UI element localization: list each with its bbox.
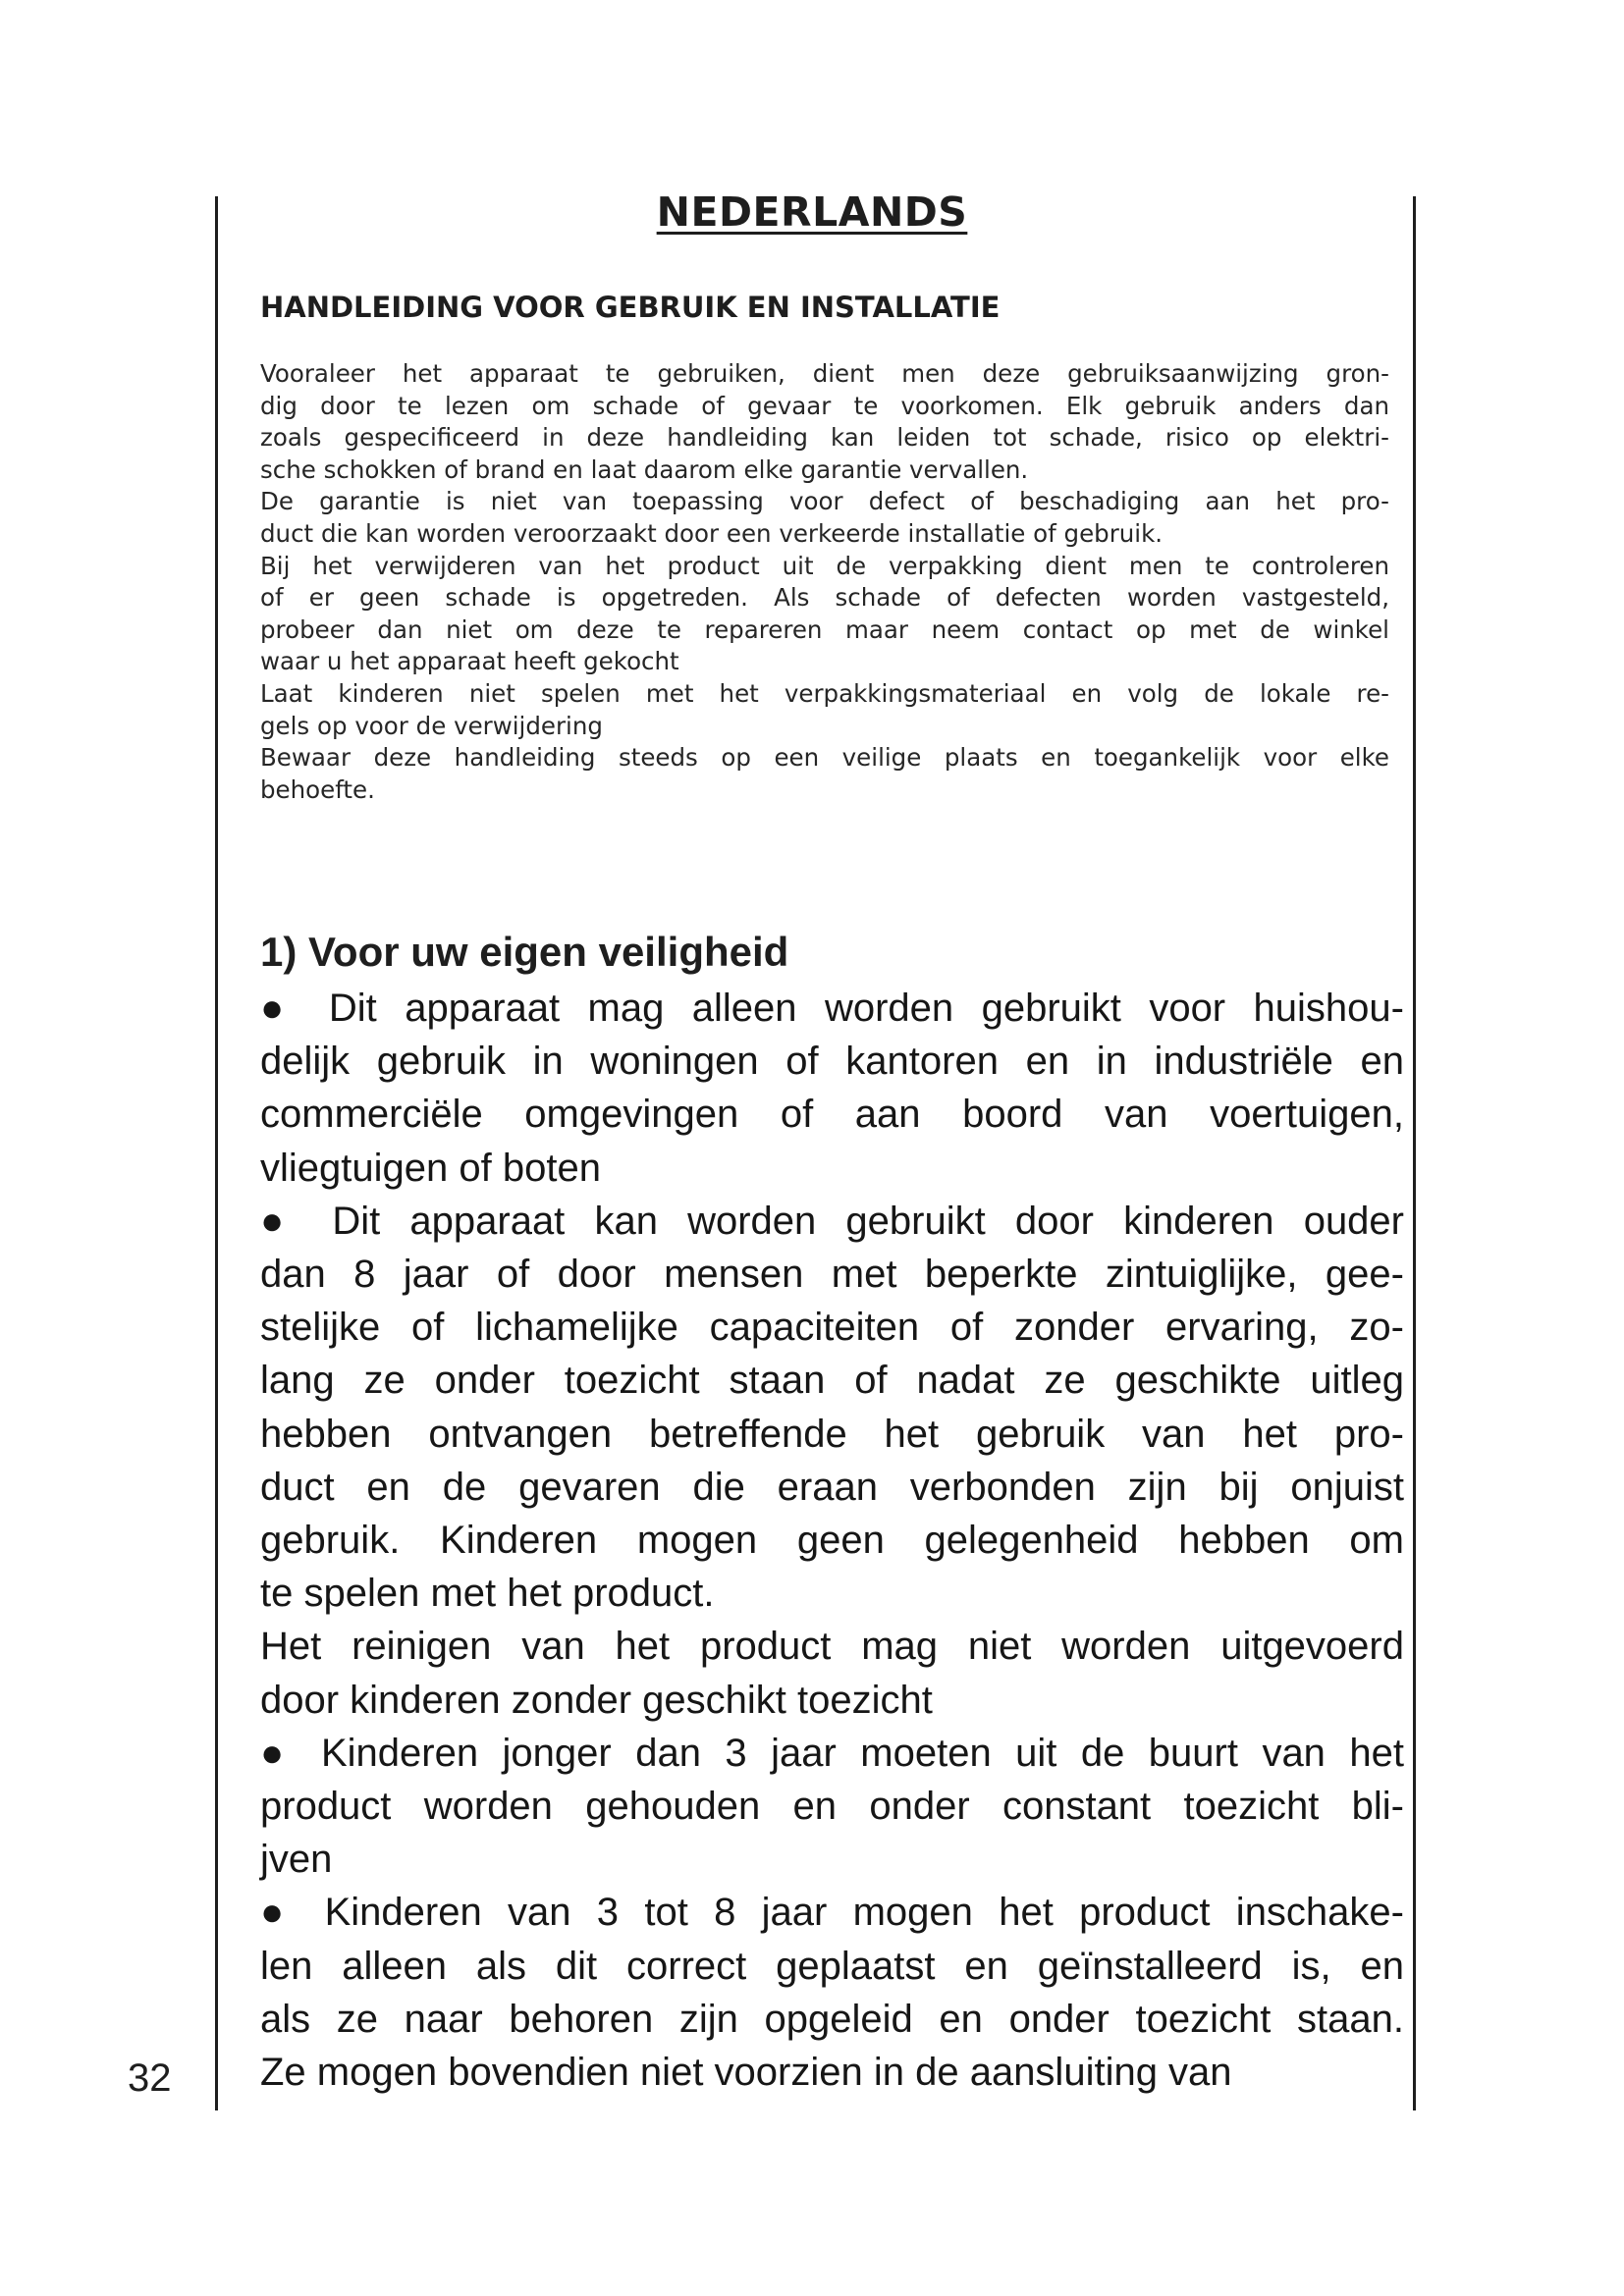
intro-line: De garantie is niet van toepassing voor defect of beschadiging aan het pro- bbox=[260, 487, 1389, 516]
intro-line: duct die kan worden veroorzaakt door een verkeerde installatie of gebruik. bbox=[260, 518, 1164, 548]
safety-line: dan 8 jaar of door mensen met beperkte zintuiglijke, gee- bbox=[260, 1253, 1404, 1297]
safety-line: delijk gebruik in woningen of kantoren en in industriële en bbox=[260, 1040, 1404, 1084]
safety-body bbox=[260, 982, 1404, 2099]
safety-line: door kinderen zonder geschikt toezicht bbox=[260, 1678, 933, 1722]
safety-line: vliegtuigen of boten bbox=[260, 1146, 601, 1190]
safety-line: ● Kinderen van 3 tot 8 jaar mogen het product inschake- bbox=[260, 1891, 1404, 1935]
intro-line: probeer dan niet om deze te repareren maar neem contact op met de winkel bbox=[260, 614, 1389, 644]
intro-line: zoals gespecificeerd in deze handleiding kan leiden tot schade, risico op elektri- bbox=[260, 423, 1389, 453]
intro-line: Vooraleer het apparaat te gebruiken, dient men deze gebruiksaanwijzing gron- bbox=[260, 359, 1389, 388]
safety-line: duct en de gevaren die eraan verbonden zijn bij onjuist bbox=[260, 1465, 1404, 1509]
safety-section-heading: 1) Voor uw eigen veiligheid bbox=[260, 929, 789, 975]
left-margin-rule bbox=[215, 196, 218, 2110]
safety-line: ● Kinderen jonger dan 3 jaar moeten uit de buurt van het bbox=[260, 1731, 1404, 1775]
safety-line: Het reinigen van het product mag niet worden uitgevoerd bbox=[260, 1625, 1404, 1669]
intro-line: sche schokken of brand en laat daarom elke garantie vervallen. bbox=[260, 454, 1029, 484]
safety-line: ● Dit apparaat mag alleen worden gebruikt voor huishou- bbox=[260, 987, 1404, 1030]
intro-line: gels op voor de verwijdering bbox=[260, 711, 603, 740]
intro-line: Bewaar deze handleiding steeds op een veilige plaats en toegankelijk voor elke bbox=[260, 743, 1389, 773]
safety-line: stelijke of lichamelijke capaciteiten of zonder ervaring, zo- bbox=[260, 1306, 1404, 1350]
intro-line: behoefte. bbox=[260, 774, 375, 804]
safety-line: len alleen als dit correct geplaatst en geïnstalleerd is, en bbox=[260, 1944, 1404, 1988]
intro-line: Laat kinderen niet spelen met het verpakkingsmateriaal en volg de lokale re- bbox=[260, 678, 1389, 708]
safety-line: als ze naar behoren zijn opgeleid en onder toezicht staan. bbox=[260, 1997, 1404, 2041]
safety-line: hebben ontvangen betreffende het gebruik van het pro- bbox=[260, 1412, 1404, 1456]
manual-heading: HANDLEIDING VOOR GEBRUIK EN INSTALLATIE bbox=[260, 291, 1001, 324]
safety-line: product worden gehouden en onder constant toezicht bli- bbox=[260, 1785, 1404, 1829]
safety-line: te spelen met het product. bbox=[260, 1572, 715, 1616]
intro-line: Bij het verwijderen van het product uit de verpakking dient men te controleren bbox=[260, 551, 1389, 580]
intro-line: dig door te lezen om schade of gevaar te voorkomen. Elk gebruik anders dan bbox=[260, 391, 1389, 420]
page-title: NEDERLANDS bbox=[656, 188, 968, 236]
intro-paragraph bbox=[260, 358, 1389, 806]
right-margin-rule bbox=[1413, 196, 1416, 2110]
safety-line: ● Dit apparaat kan worden gebruikt door kinderen ouder bbox=[260, 1199, 1404, 1243]
safety-line: lang ze onder toezicht staan of nadat ze geschikte uitleg bbox=[260, 1359, 1404, 1403]
intro-line: waar u het apparaat heeft gekocht bbox=[260, 647, 679, 676]
safety-line: Ze mogen bovendien niet voorzien in de aansluiting van bbox=[260, 2051, 1232, 2095]
safety-line: gebruik. Kinderen mogen geen gelegenheid hebben om bbox=[260, 1519, 1404, 1563]
safety-line: commerciële omgevingen of aan boord van voertuigen, bbox=[260, 1093, 1404, 1137]
page-number: 32 bbox=[128, 2056, 172, 2100]
safety-line: jven bbox=[260, 1838, 333, 1882]
intro-line: of er geen schade is opgetreden. Als schade of defecten worden vastgesteld, bbox=[260, 583, 1389, 613]
